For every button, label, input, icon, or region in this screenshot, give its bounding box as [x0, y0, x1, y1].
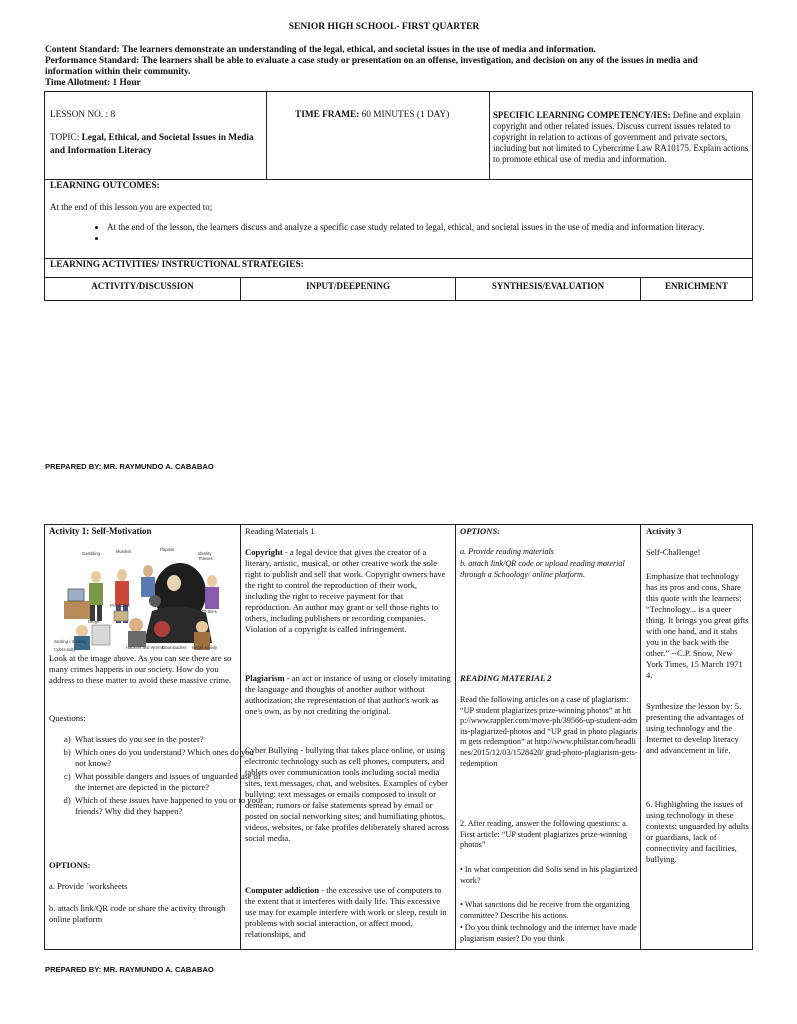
column-header-input: [240, 277, 456, 301]
questions-list: [45, 734, 265, 819]
synthesis-option-b: b. attach link/QR code or upload reading material through a Schoology/ online platform.: [460, 559, 625, 579]
document-title: SENIOR HIGH SCHOOL- FIRST QUARTER: [288, 22, 480, 32]
content-standard-text: The learners demonstrate an understanding of the legal, ethical, and societal issues in the use of media and information.: [121, 45, 596, 55]
learning-activities-label: LEARNING ACTIVITIES/ INSTRUCTIONAL STRATEGIES:: [50, 260, 304, 270]
copyright-text: - a legal device that gives the creator of a literary, artistic, musical, or other creative work the sole right to publish and sell that work. Copyright owners have the right to control the reproduction of their work, including the right to receive payment for that reproduction. An author may grant or sell those rights to others, including publishers or recording companies. Violation of a copyright is called infringement.: [245, 547, 446, 634]
prepared-by-footer-2: PREPARED BY: MR. RAYMUNDO A. CABABAO: [45, 965, 214, 974]
computer-addiction-definition: [245, 885, 451, 940]
lesson-no-label: LESSON NO. :: [50, 110, 109, 120]
svg-text:1000 Sites: 1000 Sites: [197, 609, 217, 614]
activity-3-title: Activity 3: [646, 526, 682, 536]
activity-intro: Look at the image above. As you can see there are so many crimes happens in our society. How do you address to these matter to avoid these massive crime.: [49, 653, 232, 685]
column-header-enrichment: [640, 277, 753, 301]
reading-material-2-label: READING MATERIAL 2: [460, 673, 552, 683]
question-item: c. What possible dangers and issues of unguarded use of the internet are depicted in the picture?: [75, 771, 265, 793]
questions-label: Questions:: [49, 713, 86, 723]
reading-question-1: • In what competition did Solis send in his plagiarized work?: [460, 865, 638, 885]
activity-title: Activity 1: Self-Motivation: [49, 526, 152, 536]
time-frame-cell: [266, 91, 490, 180]
reading-material-2-intro: Read the following articles on a case of plagiarism: “UP student plagiarizes prize-winning photos” at http://www.rappler.com/move-ph/39566-up-student-admits-plagiarized-photos and “UP grad in photo plagiarism gets redemption” at http://www.philstar.com/headlines/2015/12/03/1528420/ grad-photo-plagiarism-gets-redemption: [460, 695, 638, 768]
time-frame-value: 60 MINUTES (1 DAY): [361, 110, 450, 120]
competency-label: SPECIFIC LEARNING COMPETENCY/IES:: [493, 110, 671, 120]
learning-outcomes-intro: At the end of this lesson you are expected to;: [50, 202, 213, 212]
content-standard-label: Content Standard:: [45, 45, 120, 55]
computer-addiction-term: Computer addiction: [245, 885, 320, 895]
lesson-cell: [44, 91, 267, 180]
column-header-synthesis: [455, 277, 641, 301]
plagiarism-text: - an act or instance of using or closely imitating the language and thoughts of another author without authorization; the representation of that author's work as one's own, as by not crediting the original.: [245, 673, 451, 716]
cyberbullying-definition: Cyber Bullying - bullying that takes place online, or using electronic technology such as cell phones, computers, and tablets over communication tools including social media sites, text messages, chat, and websites. Examples of cyber bullying: text messages or emails composed to insult or demean; rumors or false statements spread by email or posted on social networking sites; and humiliating photos, videos, websites, or fake profiles deliberately shared across social media.: [245, 745, 450, 843]
enrichment-column: [640, 524, 753, 950]
svg-text:Murders: Murders: [116, 549, 132, 554]
svg-text:Hackers and Worms: Hackers and Worms: [126, 645, 164, 650]
performance-standard-text: The learners shall be able to evaluate a case study or presentation on an offense, investigation, and decision on any of the issues in media and information within their community.: [45, 56, 698, 77]
computer-addiction-text: - the excessive use of computers to the extent that it interferes with daily life. This excessive use may for example interfere with work or sleep, result in problems with social interaction, or affect mood, relationships, and: [245, 885, 447, 939]
synthesis-column: [455, 524, 641, 950]
svg-text:Thieves: Thieves: [198, 556, 213, 561]
lesson-no-value: 8: [110, 110, 116, 120]
input-column: [240, 524, 456, 950]
time-allotment: Time Allotment: 1 Hour: [45, 78, 141, 88]
svg-text:Identity: Identity: [198, 551, 212, 556]
column-header-label: SYNTHESIS/EVALUATION: [491, 281, 605, 291]
question-item: a. What issues do you see in the poster?: [75, 734, 265, 745]
competency-cell: [489, 91, 753, 180]
options-label: OPTIONS:: [49, 860, 91, 870]
copyright-term: Copyright: [245, 547, 283, 557]
svg-text:Cyber-bully: Cyber-bully: [54, 647, 76, 652]
learning-outcomes-label: LEARNING OUTCOMES:: [50, 181, 160, 191]
outcome-item: [107, 233, 797, 244]
reading-question-3: • Do you think technology and the internet have made plagiarism easier? Do you think: [460, 923, 637, 943]
svg-text:Pranksters: Pranksters: [110, 603, 131, 608]
svg-text:Drugs: Drugs: [88, 619, 100, 624]
self-challenge-label: Self-Challenge!: [646, 547, 701, 557]
question-item: b. Which ones do you understand? Which ones do you not know?: [75, 747, 265, 769]
learning-activities-cell: [44, 258, 753, 278]
reading-step-2: 2. After reading, answer the following questions: a. First article: “UP student plagiarizes prize-winning photos”: [460, 819, 628, 850]
topic-label: TOPIC:: [50, 133, 80, 143]
enrichment-highlight: 6. Highlighting the issues of using technology in these contexts: unguarded by adults or guardians, lack of connectivity and facilities, bullying.: [646, 799, 749, 864]
learning-outcomes-cell: [44, 179, 753, 259]
reading-question-2: • What sanctions did he receive from the organizing committee? Describe his actions.: [460, 900, 630, 920]
svg-text:Illegal Activity: Illegal Activity: [192, 645, 218, 650]
cybercrime-poster-image: [52, 541, 232, 653]
enrichment-quote: Emphasize that technology has its pros and cons. Share this quote with the learners: “Technology... is a queer thing. It brings you great gifts with one hand, and it stabs you in the back with the other.” --C.P. Snow, New York Times, 15 March 1971 4.: [646, 571, 749, 680]
time-frame-label: TIME FRAME:: [295, 110, 360, 120]
copyright-definition: [245, 547, 451, 635]
plagiarism-definition: [245, 673, 451, 717]
column-header-label: INPUT/DEEPENING: [305, 281, 390, 291]
svg-text:Gambling: Gambling: [82, 551, 100, 556]
prepared-by-footer: PREPARED BY: MR. RAYMUNDO A. CABABAO: [45, 462, 214, 471]
svg-text:Rapists: Rapists: [160, 547, 174, 552]
plagiarism-term: Plagiarism: [245, 673, 285, 683]
enrichment-synthesis: Synthesize the lesson by: 5. presenting the advantages of using technology and the Internet to develop literacy and advancement in life.: [646, 701, 745, 755]
svg-text:Sexting / Stalking: Sexting / Stalking: [54, 639, 87, 644]
reading-materials-title: Reading Materials 1: [245, 526, 315, 536]
question-item: d. Which of these issues have happened to you or to your friends? Why did they happen?: [75, 795, 265, 817]
svg-text:Downloaders: Downloaders: [162, 645, 187, 650]
synthesis-option-a: a. Provide reading materials: [460, 547, 554, 556]
column-header-label: ACTIVITY/DISCUSSION: [91, 281, 194, 291]
column-header-activity: [44, 277, 241, 301]
outcome-item: • At the end of the lesson, the learners discuss and analyze a specific case study related to legal, ethical, and societal issues in the use of media and information literacy.: [107, 222, 797, 233]
column-header-label: ENRICHMENT: [664, 281, 728, 291]
topic-text: Legal, Ethical, and Societal Issues in Media and Information Literacy: [50, 133, 254, 156]
synthesis-options-label: OPTIONS:: [460, 526, 501, 536]
standards-block: [45, 45, 745, 89]
competency-text: Define and explain copyright and other related issues. Discuss current issues related to copyright in relation to actions of government and private sectors, including but not limited to Cybercrime Law RA10175. Explain actions to promote ethical use of media and information.: [493, 110, 749, 164]
learning-outcomes-list: [45, 222, 797, 244]
option-a: a. Provide `worksheets: [49, 881, 128, 891]
option-b: b. attach link/QR code or share the activity through online platform: [49, 903, 226, 924]
performance-standard-label: Performance Standard:: [45, 56, 140, 66]
